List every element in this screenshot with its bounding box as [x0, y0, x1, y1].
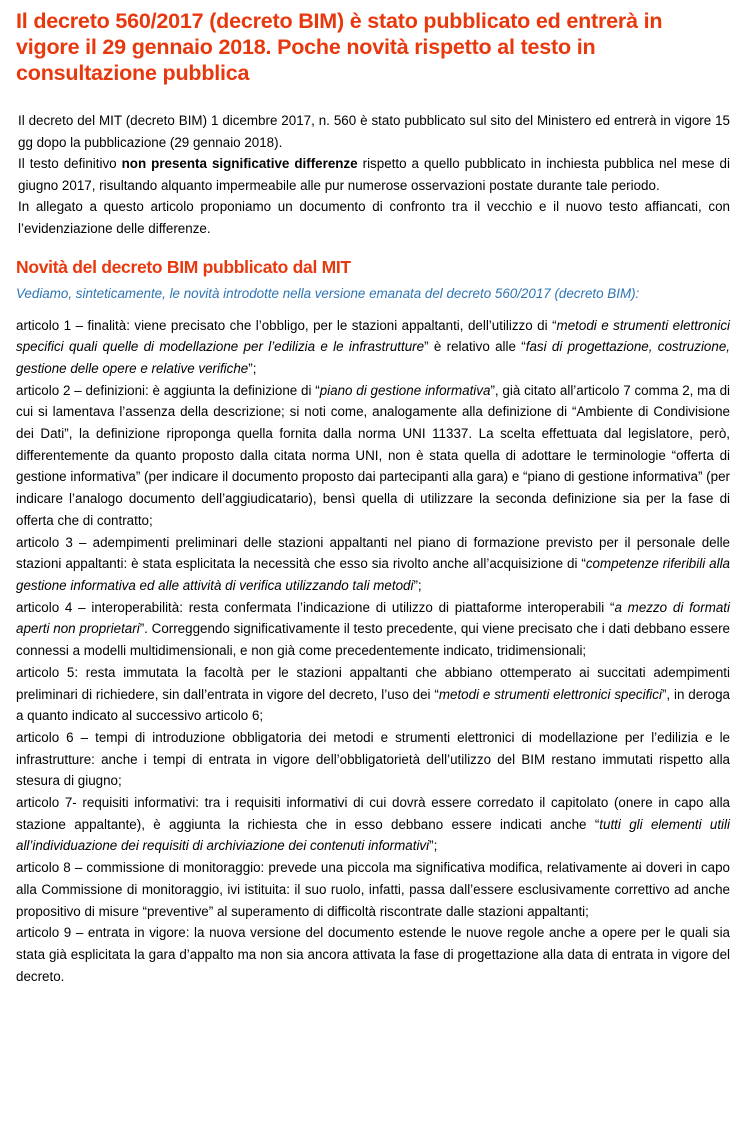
section-subtitle: Vediamo, sinteticamente, le novità introdotte nella versione emanata del decreto 560/2017 (decreto BIM): — [16, 285, 640, 301]
text-run: ”, già citato all’articolo 7 comma 2, ma di cui si lamentava l’assenza della descrizione; si noti come, analogamente alla definizione di “Ambiente di Condivisione dei Dati”, la definizione riproponga quella fornita dalla norma UNI 11337. La scelta effettuata dal legislatore, però, differentemente da quanto proposto dalla citata norma UNI, non è stata quella di adottare le terminologie “offerta di gestione informativa” (per indicare il documento proposto dai partecipanti alla gara) e “piano di gestione informativa” (per indicare l’analogo documento dell’aggiudicatario), bensì quella di utilizzare la seconda definizione sia per la fase di offerta che di contratto; — [16, 382, 730, 528]
articles-list — [16, 315, 730, 988]
intro-paragraph-3: In allegato a questo articolo proponiamo un documento di confronto tra il vecchio e il nuovo testo affiancati, con l’evidenziazione delle differenze. — [18, 199, 730, 236]
text-run: ”; — [413, 578, 422, 593]
quoted-text: metodi e strumenti elettronici specifici quali quelle di modellazione per l’edilizia e le infrastrutture — [16, 317, 730, 355]
article-4 — [16, 597, 730, 662]
text-run: rispetto a quello pubblicato in inchiesta pubblica nel mese di giugno 2017, risultando alquanto impermeabile alle pur numerose osservazioni postate durante tale periodo. — [18, 156, 730, 193]
text-run: articolo 2 – definizioni: è aggiunta la definizione di “ — [16, 382, 320, 398]
article-1 — [16, 315, 730, 380]
text-run: ”. Correggendo significativamente il testo precedente, qui viene precisato che i dati debbano essere connessi a modelli multidimensionali, e non già come precedentemente indicato, tridimensionali; — [16, 621, 730, 659]
section-title: Novità del decreto BIM pubblicato dal MIT — [16, 256, 351, 277]
text-run: ” è relativo alle “ — [424, 339, 526, 355]
text-run: articolo 5: resta immutata la facoltà per le stazioni appaltanti che abbiano ottemperato ai succitati adempimenti preliminari di richiedere, sin dall’entrata in vigore del decreto, l’uso dei “ — [16, 664, 730, 702]
article-3 — [16, 532, 730, 597]
quoted-text: a mezzo di formati aperti non proprietari — [16, 599, 730, 637]
intro-paragraph-2 — [18, 153, 730, 196]
quoted-text: competenze riferibili alla gestione informativa ed alle attività di verifica utilizzando tali metodi — [16, 556, 730, 593]
text-run: ”; — [248, 360, 257, 376]
quoted-text: metodi e strumenti elettronici specifici — [438, 686, 662, 702]
article-9: articolo 9 – entrata in vigore: la nuova versione del documento estende le nuove regole anche a opere per le quali sia stata già esplicitata la gara d’appalto ma non sia ancora attivata la fase di progettazione alla data di entrata in vigore del decreto. — [16, 925, 730, 984]
text-run: articolo 7- requisiti informativi: tra i requisiti informativi di cui dovrà essere corredato il capitolato (onere in capo alla stazione appaltante), è aggiunta la richiesta che in esso debbano essere indicati anche “ — [16, 795, 730, 832]
intro-text — [16, 110, 730, 240]
article-8: articolo 8 – commissione di monitoraggio: prevede una piccola ma significativa modifica, relativamente ai doveri in capo alla Commissione di monitoraggio, ivi istituita: il suo ruolo, infatti, passa dall’essere esclusivamente correttivo ad anche propositivo di misure “preventive” al superamento di difficoltà riscontrate dalle stazioni appaltanti; — [16, 860, 730, 919]
emphasis-text: non presenta significative differenze — [121, 156, 358, 172]
quoted-text: piano di gestione informativa — [319, 382, 491, 398]
article-2 — [16, 380, 730, 532]
page-title: Il decreto 560/2017 (decreto BIM) è stato pubblicato ed entrerà in vigore il 29 gennaio 2018. Poche novità rispetto al testo in consultazione pubblica — [16, 9, 663, 85]
article-6: articolo 6 – tempi di introduzione obbligatoria dei metodi e strumenti elettronici di modellazione per l’edilizia e le infrastrutture: anche i tempi di entrata in vigore dell’obbligatorietà dell’utilizzo del BIM restano immutati rispetto alla stesura di giugno; — [16, 729, 730, 789]
intro-paragraph-1: Il decreto del MIT (decreto BIM) 1 dicembre 2017, n. 560 è stato pubblicato sul sito del Ministero ed entrerà in vigore 15 gg dopo la pubblicazione (29 gennaio 2018). — [18, 113, 730, 150]
text-run: articolo 3 – adempimenti preliminari delle stazioni appaltanti nel piano di formazione previsto per il personale delle stazioni appaltanti: è stata esplicitata la necessità che esso sia rivolto anche all’acquisizione di “ — [16, 534, 730, 572]
quoted-text: fasi di progettazione, costruzione, gestione delle opere e relative verifiche — [16, 339, 730, 376]
article-5 — [16, 662, 730, 727]
quoted-text: tutti gli elementi utili all’individuazione dei requisiti di archiviazione dei contenuti informativi — [16, 816, 730, 854]
text-run: articolo 4 – interoperabilità: resta confermata l’indicazione di utilizzo di piattaforme interoperabili “ — [16, 599, 615, 615]
text-run: ”; — [429, 838, 438, 854]
article-7 — [16, 792, 730, 857]
text-run: Il testo definitivo — [18, 156, 122, 172]
text-run: ”, in deroga a quanto indicato al successivo articolo 6; — [16, 686, 730, 724]
text-run: articolo 1 – finalità: viene precisato che l’obbligo, per le stazioni appaltanti, dell’utilizzo di “ — [16, 317, 557, 333]
